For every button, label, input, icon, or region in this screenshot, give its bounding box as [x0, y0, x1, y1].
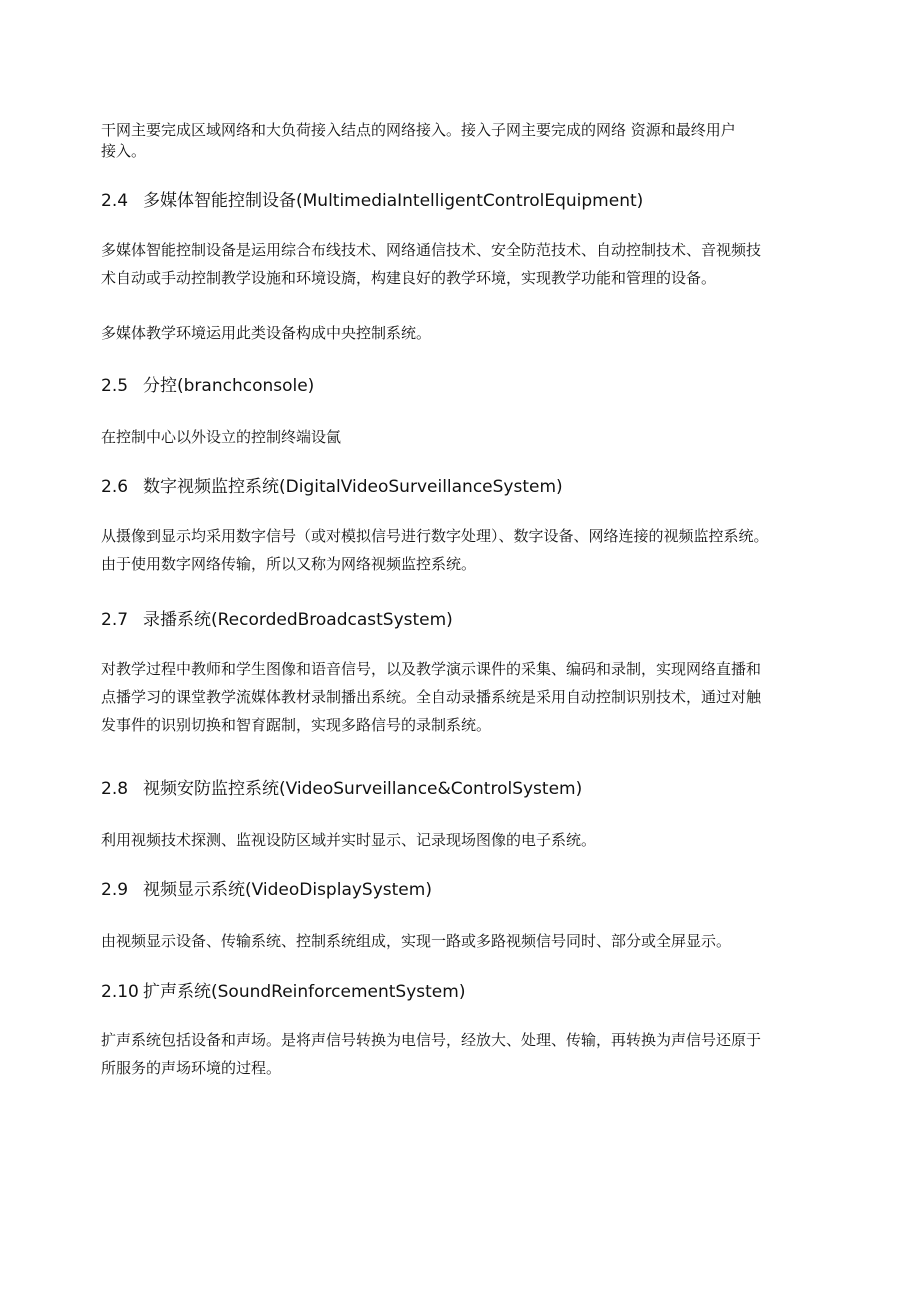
text-line: 对教学过程中教师和学生图像和语音信号，以及教学演示课件的采集、编码和录制，实现网络直播和 — [101, 660, 762, 678]
text-line: 多媒体智能控制设备是运用综合布线技术、网络通信技术、安全防范技术、自动控制技术、音视频技 — [101, 241, 762, 259]
section-title: 视频安防监控系统(VideoSurveillance&ControlSystem) — [143, 779, 583, 799]
section-number: 2.4 — [101, 191, 129, 211]
text-line: 由视频显示设备、传输系统、控制系统组成，实现一路或多路视频信号同时、部分或全屏显示。 — [101, 932, 732, 950]
text-line: 利用视频技术探测、监视设防区域并实时显示、记录现场图像的电子系统。 — [101, 831, 597, 849]
section-2-9-paragraph-1 — [101, 927, 836, 955]
section-title: 多媒体智能控制设备(MultimediaIntelligentControlEquipment) — [143, 191, 644, 211]
intro-paragraph — [101, 120, 836, 162]
section-number: 2.7 — [101, 610, 129, 630]
section-title: 数字视频监控系统(DigitalVideoSurveillanceSystem) — [143, 477, 563, 497]
section-2-7-paragraph-1 — [101, 655, 836, 739]
section-number: 2.8 — [101, 779, 129, 799]
section-heading-2-5 — [101, 374, 836, 398]
section-2-4-paragraph-1 — [101, 236, 836, 292]
text-line: 发事件的识别切换和智育踞制，实现多路信号的录制系统。 — [101, 716, 492, 734]
section-heading-2-9 — [101, 878, 836, 902]
section-title: 扩声系统(SoundReinforcementSystem) — [143, 982, 466, 1002]
section-title: 分控(branchconsole) — [143, 376, 315, 396]
text-line: 在控制中心以外设立的控制终端设氤 — [101, 428, 342, 446]
section-number: 2.10 — [101, 982, 139, 1002]
text-line: 干网主要完成区域网络和大负荷接入结点的网络接入。接入子网主要完成的网络 资源和最终用户 — [101, 121, 736, 139]
text-line: 多媒体教学环境运用此类设备构成中央控制系统。 — [101, 324, 432, 342]
section-2-4-paragraph-2 — [101, 319, 836, 347]
text-line: 扩声系统包括设备和声场。是将声信号转换为电信号，经放大、处理、传输，再转换为声信号还原于 — [101, 1031, 762, 1049]
text-line: 接入。 — [101, 142, 147, 160]
section-heading-2-8 — [101, 777, 836, 801]
section-2-6-paragraph-1 — [101, 522, 836, 578]
section-number: 2.6 — [101, 477, 129, 497]
section-title: 视频显示系统(VideoDisplaySystem) — [143, 880, 432, 900]
section-heading-2-7 — [101, 608, 836, 632]
text-line: 点播学习的课堂教学流媒体教材录制播出系统。全自动录播系统是采用自动控制识别技术，通过对触 — [101, 688, 762, 706]
text-line: 由于使用数字网络传输，所以又称为网络视频监控系统。 — [101, 555, 477, 573]
section-2-10-paragraph-1 — [101, 1026, 836, 1082]
section-heading-2-4 — [101, 189, 836, 213]
section-title: 录播系统(RecordedBroadcastSystem) — [143, 610, 453, 630]
text-line: 所服务的声场环境的过程。 — [101, 1059, 282, 1077]
text-line: 术自动或手动控制教学设施和环境设旖，构建良好的教学环境，实现教学功能和管理的设备。 — [101, 269, 717, 287]
section-2-8-paragraph-1 — [101, 826, 836, 854]
section-number: 2.9 — [101, 880, 129, 900]
section-heading-2-10 — [101, 980, 836, 1004]
section-number: 2.5 — [101, 376, 129, 396]
text-line: 从摄像到显示均采用数字信号（或对模拟信号进行数字处理）、数字设备、网络连接的视频监控系统。 — [101, 527, 769, 545]
section-2-5-paragraph-1 — [101, 423, 836, 451]
section-heading-2-6 — [101, 475, 836, 499]
